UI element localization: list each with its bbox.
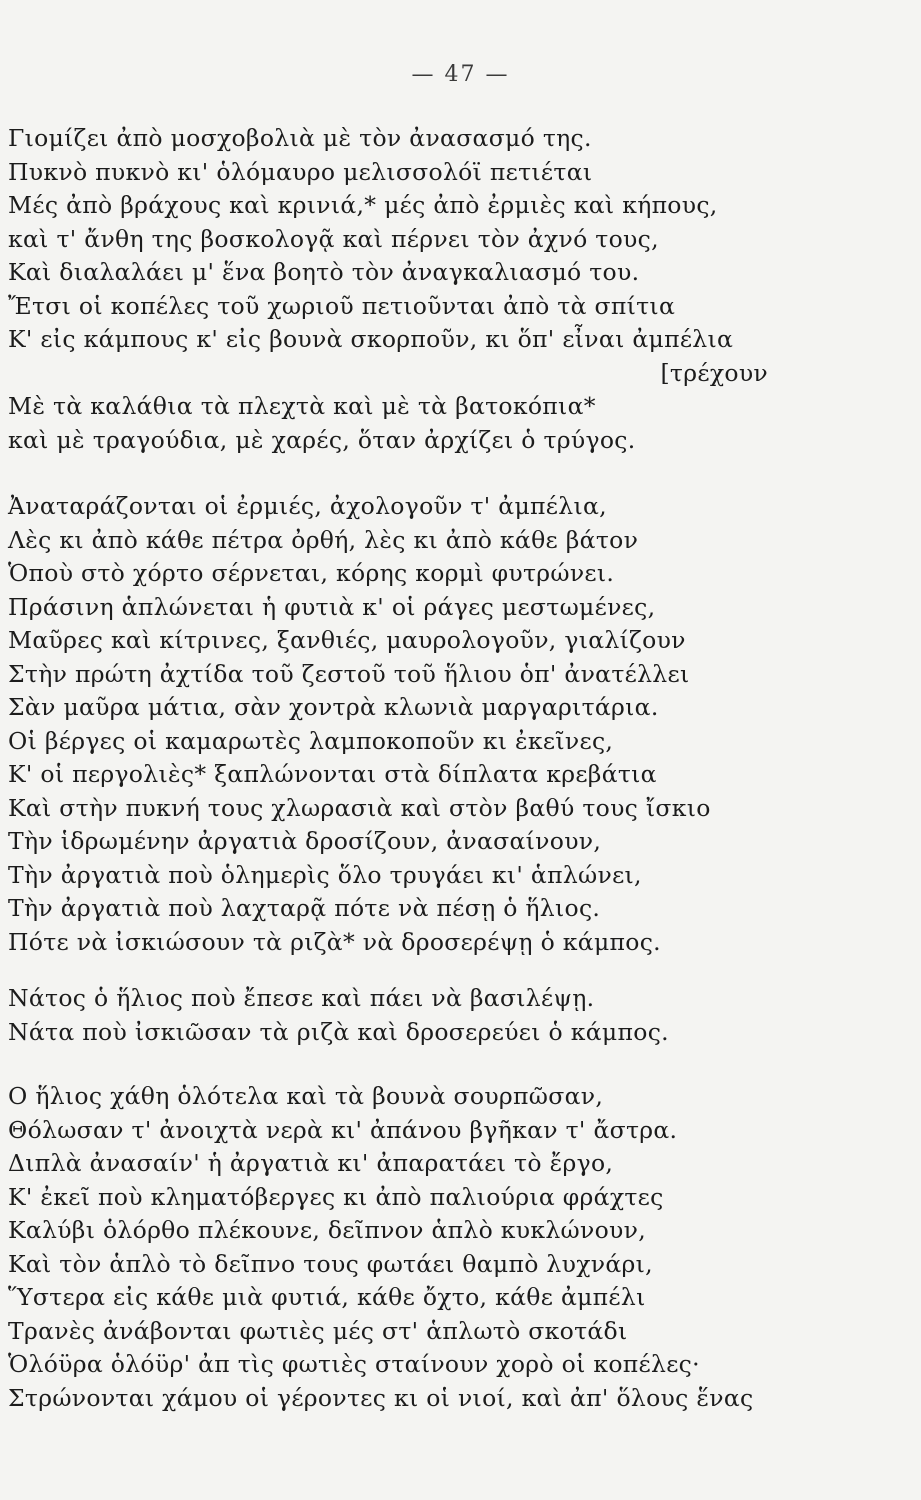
stanza-4: [8, 1080, 908, 1415]
stanza-3: [8, 982, 908, 1049]
poem-line: Μαῦρες καὶ κίτρινες, ξανθιές, μαυρολογοῦν, γιαλίζουν: [8, 626, 686, 654]
poem-line: Νάτα ποὺ ἰσκιῶσαν τὰ ριζὰ καὶ δροσερεύει ὁ κάμπος.: [8, 1017, 669, 1046]
poem-line: Ο ἥλιος χάθη ὁλότελα καὶ τὰ βουνὰ σουρπῶσαν,: [8, 1082, 604, 1110]
poem-line: καὶ μὲ τραγούδια, μὲ χαρές, ὅταν ἀρχίζει ὁ τρύγος.: [8, 425, 636, 454]
poem-line: Κ' ἐκεῖ ποὺ κληματόβεργες κι ἀπὸ παλιούρια φράχτες: [8, 1182, 664, 1211]
stanza-2: [8, 490, 908, 959]
poem-line: Γιομίζει ἀπὸ μοσχοβολιὰ μὲ τὸν ἀνασασμό της.: [8, 124, 592, 152]
poem-line: Μές ἀπὸ βράχους καὶ κρινιά,* μές ἀπὸ ἐρμιὲς καὶ κήπους,: [8, 191, 718, 219]
poem-line: Κ' οἱ περγολιὲς* ξαπλώνονται στὰ δίπλατα κρεβάτια: [8, 760, 657, 788]
poem-line: Καὶ τὸν ἁπλὸ τὸ δεῖπνο τους φωτάει θαμπὸ λυχνάρι,: [8, 1249, 653, 1278]
poem-line: Στὴν πρώτη ἀχτίδα τοῦ ζεστοῦ τοῦ ἥλιου ὁπ' ἀνατέλλει: [8, 659, 690, 688]
poem-line: καὶ τ' ἄνθη της βοσκολογᾷ καὶ πέρνει τὸν ἀχνό τους,: [8, 224, 659, 253]
poem-line: Τὴν ἀργατιὰ ποὺ λαχταρᾷ πότε νὰ πέσῃ ὁ ἥλιος.: [8, 894, 601, 922]
poem-line: Καλύβι ὁλόρθο πλέκουνε, δεῖπνον ἁπλὸ κυκλώνουν,: [8, 1216, 646, 1244]
poem-line: Ὁλόϋρα ὁλόϋρ' ἀπ τὶς φωτιὲς σταίνουν χορὸ οἱ κοπέλες·: [8, 1350, 700, 1378]
poem-line: Πράσινη ἁπλώνεται ἡ φυτιὰ κ' οἱ ράγες μεστωμένες,: [8, 592, 656, 621]
poem-line: Καὶ διαλαλάει μ' ἕνα βοητὸ τὸν ἀναγκαλιασμό του.: [8, 258, 640, 286]
poem-line: Οἱ βέργες οἱ καμαρωτὲς λαμποκοποῦν κι ἐκεῖνες,: [8, 726, 614, 755]
poem-line: Τρανὲς ἀνάβονται φωτιὲς μές στ' ἁπλωτὸ σκοτάδι: [8, 1316, 628, 1345]
poem-line: Θόλωσαν τ' ἀνοιχτὰ νερὰ κι' ἀπάνου βγῆκαν τ' ἄστρα.: [8, 1115, 678, 1144]
poem-line: Πυκνὸ πυκνὸ κι' ὁλόμαυρο μελισσολόϊ πετιέται: [8, 157, 593, 186]
poem-line: Τὴν ἀργατιὰ ποὺ ὁλημερὶς ὅλο τρυγάει κι' ἁπλώνει,: [8, 860, 642, 889]
poem-line: Ἔτσι οἱ κοπέλες τοῦ χωριοῦ πετιοῦνται ἀπὸ τὰ σπίτια: [8, 291, 676, 320]
poem-line: Τὴν ἱδρωμένην ἀργατιὰ δροσίζουν, ἀνασαίνουν,: [8, 827, 602, 855]
poem-line: Μὲ τὰ καλάθια τὰ πλεχτὰ καὶ μὲ τὰ βατοκόπια*: [8, 392, 596, 420]
poem-line: Πότε νὰ ἰσκιώσουν τὰ ριζὰ* νὰ δροσερέψῃ ὁ κάμπος.: [8, 927, 661, 956]
poem-line: Ὁποὺ στὸ χόρτο σέρνεται, κόρης κορμὶ φυτρώνει.: [8, 559, 615, 587]
poem-line: Κ' εἰς κάμπους κ' εἰς βουνὰ σκορποῦν, κι ὅπ' εἶναι ἀμπέλια: [8, 325, 734, 353]
poem-line: Διπλὰ ἀνασαίν' ἡ ἀργατιὰ κι' ἀπαρατάει τὸ ἔργο,: [8, 1149, 614, 1177]
poem-line: Ὕστερα εἰς κάθε μιὰ φυτιά, κάθε ὄχτο, κάθε ἀμπέλι: [8, 1283, 646, 1311]
page-number: — 47 —: [411, 62, 510, 87]
poem-line: Ἀναταράζονται οἱ ἐρμιές, ἀχολογοῦν τ' ἀμπέλια,: [8, 492, 607, 520]
stanza-1: [8, 122, 908, 457]
poem-line: Στρώνονται χάμου οἱ γέροντες κι οἱ νιοί, καὶ ἀπ' ὅλους ἕνας: [8, 1383, 754, 1412]
poem-line: Νάτος ὁ ἥλιος ποὺ ἔπεσε καὶ πάει νὰ βασιλέψῃ.: [8, 984, 595, 1012]
poem-line: Λὲς κι ἀπὸ κάθε πέτρα ὀρθή, λὲς κι ἀπὸ κάθε βάτον: [8, 525, 639, 554]
poem-line: Σὰν μαῦρα μάτια, σὰν χοντρὰ κλωνιὰ μαργαριτάρια.: [8, 693, 659, 721]
poem-line: Καὶ στὴν πυκνή τους χλωρασιὰ καὶ στὸν βαθύ τους ἴσκιο: [8, 793, 711, 822]
poem-line-continuation: [τρέχουν: [660, 358, 768, 387]
poem-text: [8, 122, 908, 1415]
